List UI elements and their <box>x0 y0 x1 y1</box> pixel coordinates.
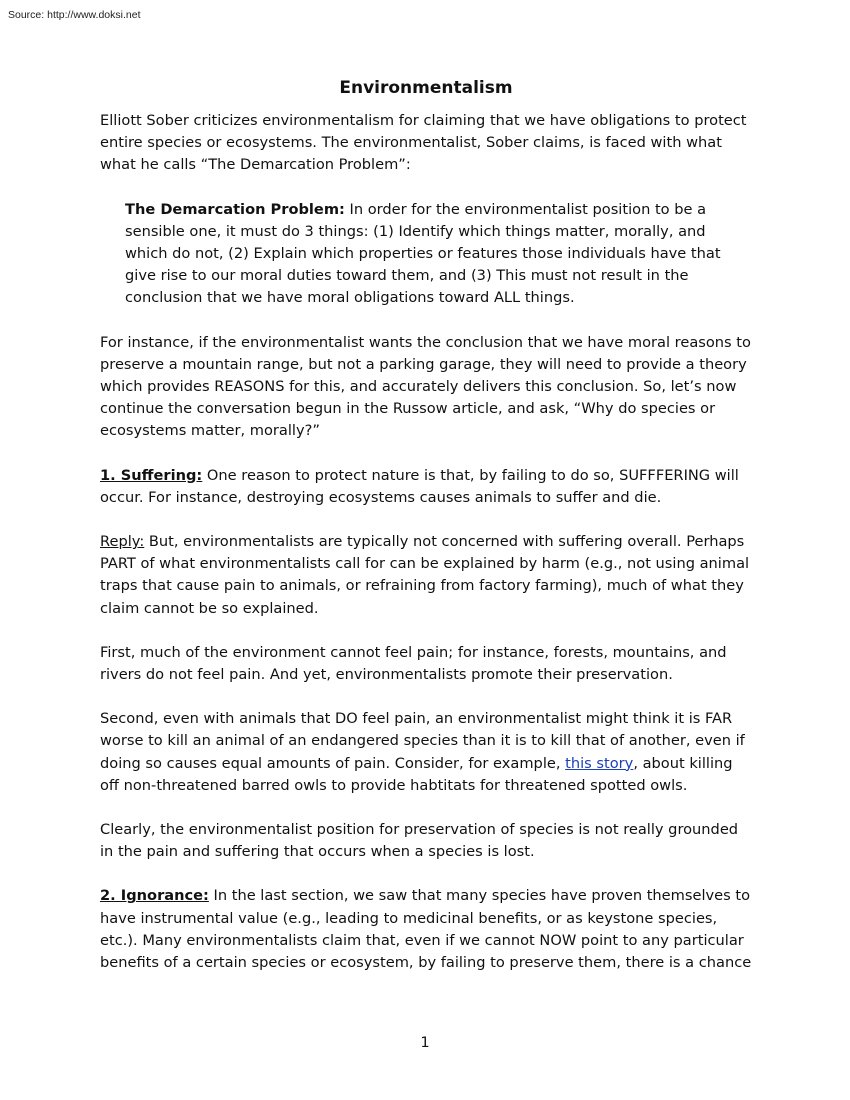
this-story-link[interactable]: this story <box>565 754 634 772</box>
ignorance-text: In the last section, we saw that many species have proven themselves to have instrumental value (e.g., leading to medicinal benefits, or as keystone species, etc.). Many environmentalists claim that, even if we cannot NOW point to any particular benefits of a certain species or ecosystem, by failing to preserve them, there is a chance <box>100 887 752 972</box>
demarcation-paragraph <box>125 199 732 310</box>
instance-paragraph: For instance, if the environmentalist wants the conclusion that we have moral reasons to preserve a mountain range, but not a parking garage, they will need to provide a theory which provides REASONS for this, and accurately delivers this conclusion. So, let’s now continue the conversation begun in the Russow article, and ask, “Why do species or ecosystems matter, morally?” <box>100 333 751 440</box>
intro-paragraph: Elliott Sober criticizes environmentalism for claiming that we have obligations to protect entire species or ecosystems. The environmentalist, Sober claims, is faced with what what he calls “The Demarcation Problem”: <box>100 112 747 174</box>
reply-paragraph <box>100 531 752 620</box>
second-text-before: Second, even with animals that DO feel pain, an environmentalist might think it is FAR worse to kill an animal of an endangered species than it is to kill that of another, even if doing so causes equal amounts of pain. Consider, for example, <box>100 710 745 772</box>
demarcation-heading: The Demarcation Problem: <box>125 200 345 218</box>
source-url: Source: http://www.doksi.net <box>8 9 141 21</box>
clearly-paragraph: Clearly, the environmentalist position for preservation of species is not really grounded in the pain and suffering that occurs when a species is lost. <box>100 821 739 861</box>
demarcation-text: In order for the environmentalist position to be a sensible one, it must do 3 things: (1) Identify which things matter, morally, and which do not, (2) Explain which properties or features those individuals have that give rise to our moral duties toward them, and (3) This must not result in the conclusion that we have moral obligations toward ALL things. <box>125 200 721 307</box>
page-number: 1 <box>420 1034 430 1051</box>
ignorance-heading: 2. Ignorance: <box>100 887 209 905</box>
reply-label: Reply: <box>100 533 145 551</box>
suffering-paragraph <box>100 465 752 509</box>
first-paragraph: First, much of the environment cannot feel pain; for instance, forests, mountains, and rivers do not feel pain. And yet, environmentalists promote their preservation. <box>100 643 727 684</box>
ignorance-paragraph <box>100 885 752 974</box>
document-body <box>100 76 752 996</box>
suffering-heading: 1. Suffering: <box>100 466 203 484</box>
suffering-text: One reason to protect nature is that, by failing to do so, SUFFFERING will occur. For instance, destroying ecosystems causes animals to suffer and die. <box>100 466 739 506</box>
second-text-after: , about killing off non-threatened barred owls to provide habtitats for threatened spotted owls. <box>100 754 733 794</box>
second-paragraph <box>100 708 752 797</box>
page-title: Environmentalism <box>339 78 513 98</box>
reply-text: But, environmentalists are typically not concerned with suffering overall. Perhaps PART of what environmentalists call for can be explained by harm (e.g., not using animal traps that cause pain to animals, or refraining from factory farming), much of what they claim cannot be so explained. <box>100 533 750 617</box>
